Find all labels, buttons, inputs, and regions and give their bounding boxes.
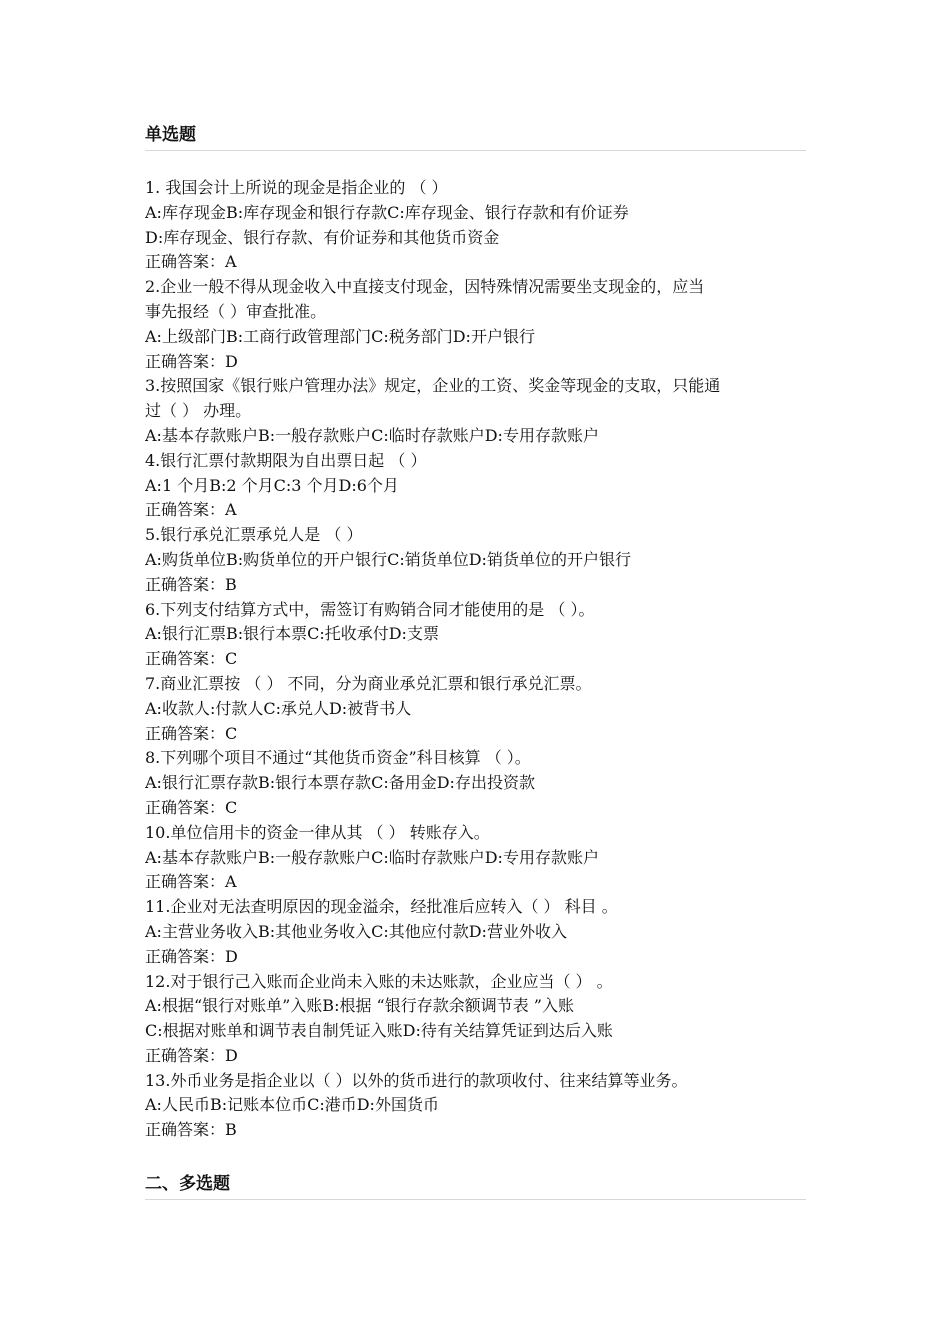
text-line: 正确答案：C — [145, 723, 238, 743]
section-heading-single-choice: 单选题 — [145, 120, 806, 151]
question-list — [145, 176, 806, 1143]
text-line: 10.单位信用卡的资金一律从其 （ ） 转账存入。 — [145, 822, 490, 842]
text-line: 2.企业一般不得从现金收入中直接支付现金，因特殊情况需要坐支现金的，应当 — [145, 277, 705, 297]
text-line: A:收款人:付款人C:承兑人D:被背书人 — [145, 698, 412, 718]
section-heading-multiple-choice: 二、多选题 — [145, 1169, 806, 1200]
text-line: 4.银行汇票付款期限为自出票日起 （ ） — [145, 450, 427, 470]
text-line: A:上级部门B:工商行政管理部门C:税务部门D:开户银行 — [145, 326, 535, 346]
text-line: 正确答案：B — [145, 574, 237, 594]
text-line: A:银行汇票B:银行本票C:托收承付D:支票 — [145, 624, 439, 644]
text-line: D:库存现金、银行存款、有价证券和其他货币资金 — [145, 227, 500, 247]
text-line: A:1 个月B:2 个月C:3 个月D:6个月 — [145, 475, 399, 495]
text-line: 6.下列支付结算方式中，需签订有购销合同才能使用的是 （ ）。 — [145, 599, 595, 619]
text-line: 正确答案：A — [145, 252, 237, 272]
text-line: A:库存现金B:库存现金和银行存款C:库存现金、银行存款和有价证券 — [145, 202, 629, 222]
text-line: A:人民币B:记账本位币C:港币D:外国货币 — [145, 1095, 439, 1115]
text-line: 12.对于银行己入账而企业尚未入账的未达账款，企业应当（ ） 。 — [145, 971, 613, 991]
text-line: 3.按照国家《银行账户管理办法》规定，企业的工资、奖金等现金的支取，只能通 — [145, 376, 721, 396]
text-line: 正确答案：A — [145, 500, 237, 520]
text-line: 正确答案：C — [145, 797, 238, 817]
text-line: 正确答案：A — [145, 872, 237, 892]
text-line: C:根据对账单和调节表自制凭证入账D:待有关结算凭证到达后入账 — [145, 1021, 613, 1041]
text-line: 13.外币业务是指企业以（ ）以外的货币进行的款项收付、往来结算等业务。 — [145, 1070, 688, 1090]
text-line: 正确答案：B — [145, 1120, 237, 1140]
text-line: A:主营业务收入B:其他业务收入C:其他应付款D:营业外收入 — [145, 921, 567, 941]
text-line: 事先报经（ ）审查批准。 — [145, 301, 327, 321]
text-line: A:银行汇票存款B:银行本票存款C:备用金D:存出投资款 — [145, 773, 535, 793]
text-line: 5.银行承兑汇票承兑人是 （ ） — [145, 525, 363, 545]
text-line: 正确答案：D — [145, 351, 238, 371]
text-line: A:基本存款账户B:一般存款账户C:临时存款账户D:专用存款账户 — [145, 847, 599, 867]
text-line: 过（ ） 办理。 — [145, 401, 252, 421]
text-line: A:购货单位B:购货单位的开户银行C:销货单位D:销货单位的开户银行 — [145, 549, 631, 569]
text-line: 正确答案：D — [145, 946, 238, 966]
text-line: 7.商业汇票按 （ ） 不同，分为商业承兑汇票和银行承兑汇票。 — [145, 673, 592, 693]
text-line: 11.企业对无法查明原因的现金溢余，经批准后应转入（ ） 科目 。 — [145, 897, 618, 917]
text-line: 1. 我国会计上所说的现金是指企业的 （ ） — [145, 178, 448, 197]
document-page — [145, 118, 806, 1200]
text-line: A:根据“银行对账单”入账B:根据 “银行存款余额调节表 ”入账 — [145, 996, 574, 1016]
text-line: 正确答案：D — [145, 1045, 238, 1065]
text-line: A:基本存款账户B:一般存款账户C:临时存款账户D:专用存款账户 — [145, 425, 599, 445]
text-line: 8.下列哪个项目不通过“其他货币资金”科目核算 （ ）。 — [145, 748, 531, 768]
text-line: 正确答案：C — [145, 649, 238, 669]
